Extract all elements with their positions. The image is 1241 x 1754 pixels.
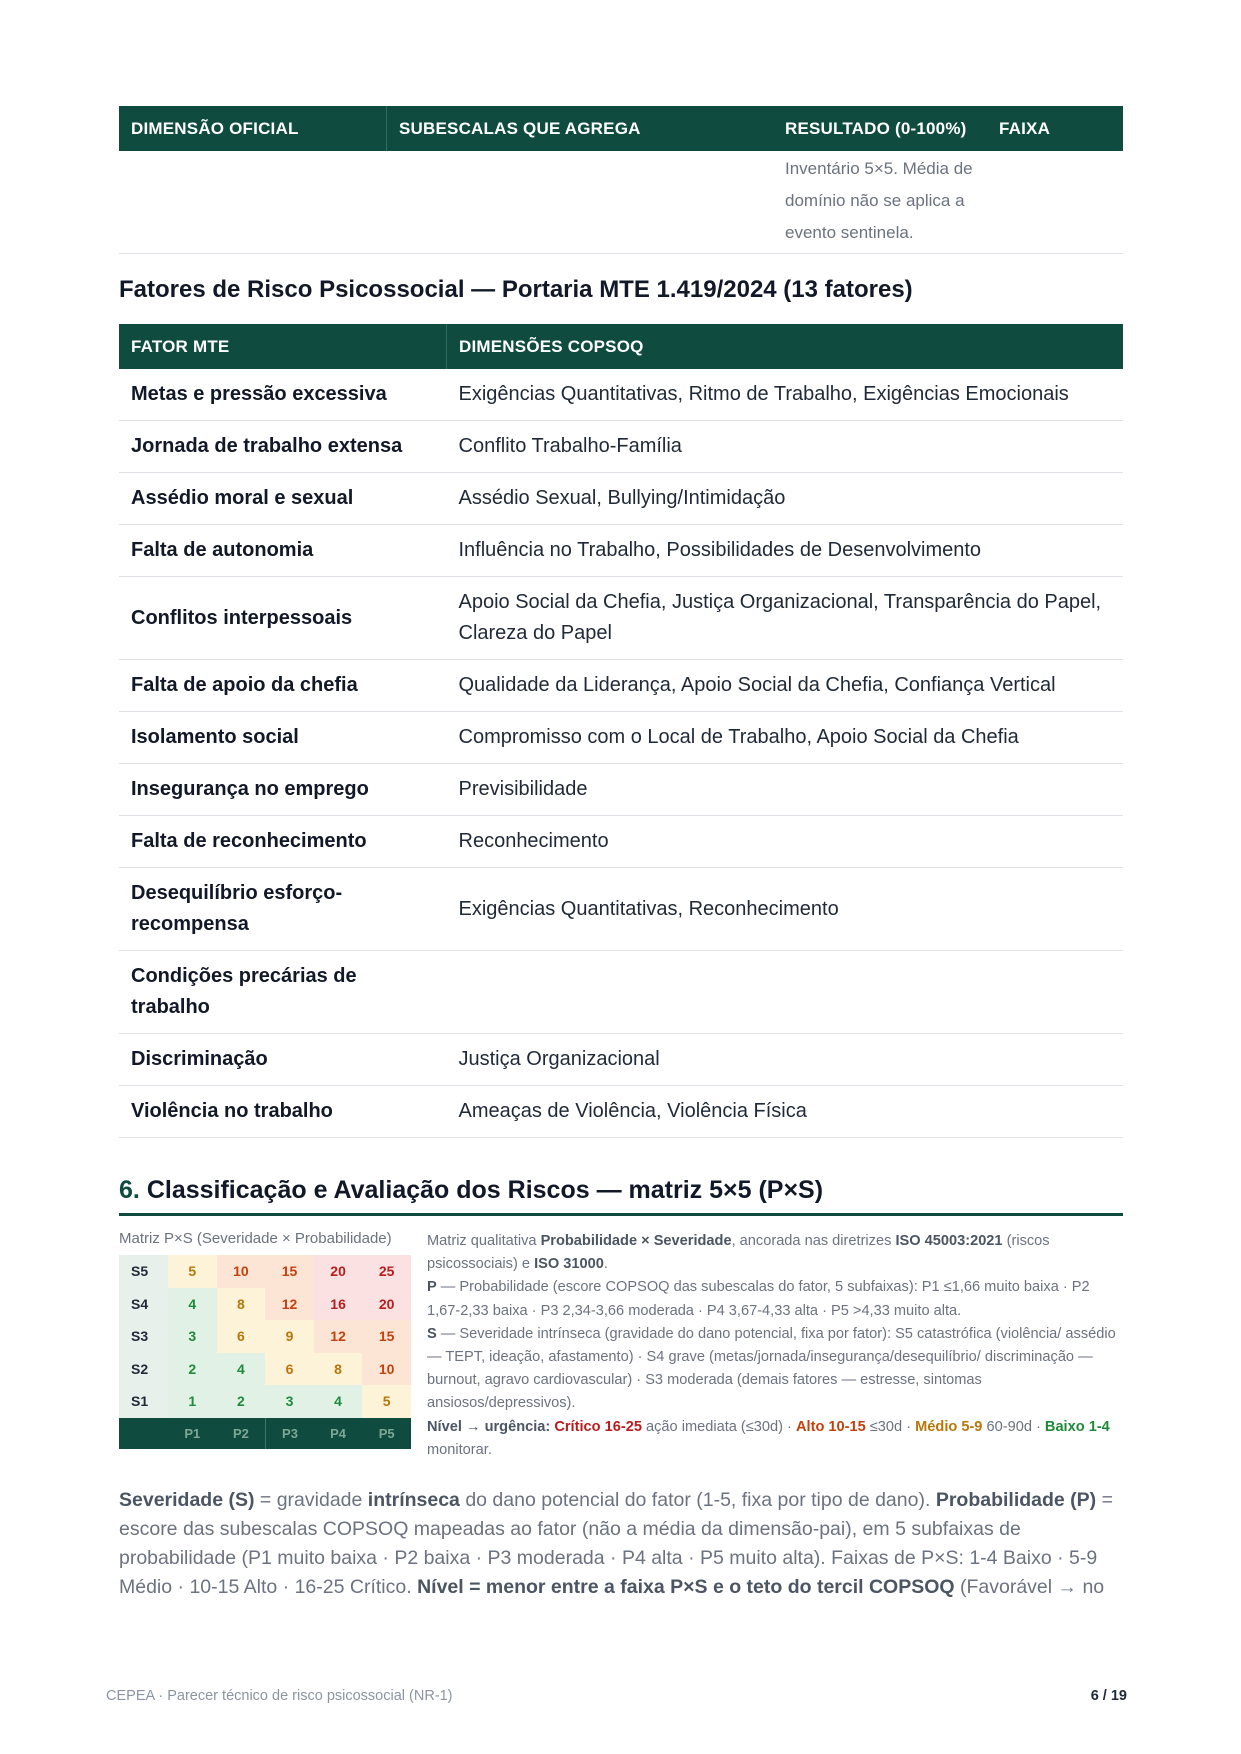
fator-cell: Violência no trabalho [119,1086,447,1138]
matrix-row [119,1353,411,1386]
table-row [119,369,1123,421]
fator-cell: Conflitos interpessoais [119,577,447,660]
table-row [119,764,1123,816]
risk-matrix-block [119,1230,1123,1462]
fator-cell: Falta de apoio da chefia [119,660,447,712]
dimensoes-cell: Exigências Quantitativas, Reconhecimento [447,868,1124,951]
cell-dimensao [119,151,387,254]
table-row [119,577,1123,660]
fator-cell: Condições precárias de trabalho [119,951,447,1034]
matrix-grid [119,1255,411,1449]
matrix-cell: 16 [314,1288,363,1321]
col-header-faixa: FAIXA [987,106,1123,151]
matrix-row [119,1385,411,1418]
dimensoes-cell: Compromisso com o Local de Trabalho, Apoio Social da Chefia [447,712,1124,764]
table-row [119,525,1123,577]
matrix-cell: 4 [168,1288,217,1321]
severity-label: S5 [119,1255,168,1288]
section-title: Classificação e Avaliação dos Riscos — matriz 5×5 (P×S) [146,1176,824,1204]
probability-label: P5 [378,1425,395,1441]
matrix-cell: 5 [168,1255,217,1288]
dimensoes-cell: Apoio Social da Chefia, Justiça Organizacional, Transparência do Papel, Clareza do Papel [447,577,1124,660]
col-header-fator: FATOR MTE [119,324,447,369]
matrix-cell: 9 [265,1320,314,1353]
cell-faixa [987,151,1123,254]
probability-label: P4 [330,1425,347,1441]
matrix-cell: 6 [265,1353,314,1386]
table-row [119,660,1123,712]
table-row [119,1086,1123,1138]
probability-label: P1 [184,1425,201,1441]
matrix-cell: 25 [362,1255,411,1288]
matrix-cell: 12 [314,1320,363,1353]
table-header-row [119,324,1123,369]
matrix-cell: 3 [265,1385,314,1418]
matrix-cell: 3 [168,1320,217,1353]
desc-probabilidade: P — Probabilidade (escore COPSOQ das subescalas do fator, 5 subfaixas): P1 ≤1,66 muito baixa · P2 1,67-2,33 baixa · P3 2,34-3,66 moderada · P4 3,67-4,33 alta · P5 >4,33 muito alta. [427,1279,1090,1319]
severity-label: S1 [119,1385,168,1418]
table-row [119,951,1123,1034]
matrix-row [119,1255,411,1288]
table-row [119,712,1123,764]
matrix-cell: 8 [314,1353,363,1386]
table-row [119,816,1123,868]
page-footer [106,1688,1127,1704]
dimensoes-cell: Reconhecimento [447,816,1124,868]
explanation-paragraph: Severidade (S) = gravidade intrínseca do dano potencial do fator (1-5, fixa por tipo de dano). Probabilidade (P) = escore das subescalas COPSOQ mapeadas ao fator (não a média da dimensão-pai), em 5 subfaixas de probabilidade (P1 muito baixa · P2 baixa · P3 moderada · P4 alta · P5 muito alta). Faixas de P×S: 1-4 Baixo · 5-9 Médio · 10-15 Alto · 16-25 Crítico. Nível = menor entre a faixa P×S e o teto do tercil COPSOQ (Favorável → no [119,1489,1113,1599]
desc-nivel: Nível → urgência: Crítico 16-25 ação imediata (≤30d) · Alto 10-15 ≤30d · Médio 5-9 60-90d · Baixo 1-4 monitorar. [427,1418,1110,1458]
table-row [119,1034,1123,1086]
matrix-cell: 20 [362,1288,411,1321]
section-6-heading [119,1176,1123,1216]
matrix-cell: 10 [217,1255,266,1288]
col-header-subescalas: SUBESCALAS QUE AGREGA [387,106,774,151]
fator-cell: Discriminação [119,1034,447,1086]
probability-label: P3 [265,1418,314,1449]
fator-cell: Isolamento social [119,712,447,764]
matrix-corner [119,1418,168,1449]
fator-cell: Jornada de trabalho extensa [119,421,447,473]
fator-cell: Insegurança no emprego [119,764,447,816]
risk-matrix [119,1230,411,1462]
fatores-heading: Fatores de Risco Psicossocial — Portaria MTE 1.419/2024 (13 fatores) [119,276,913,303]
matrix-row [119,1320,411,1353]
severity-label: S4 [119,1288,168,1321]
matrix-cell: 20 [314,1255,363,1288]
matrix-title: Matriz P×S (Severidade × Probabilidade) [119,1230,392,1247]
table-row [119,421,1123,473]
dimensions-table-continuation [119,106,1123,254]
col-header-dimensoes: DIMENSÕES COPSOQ [447,324,1124,369]
dimensoes-cell: Previsibilidade [447,764,1124,816]
probability-label: P2 [232,1425,249,1441]
matrix-cell: 12 [265,1288,314,1321]
dimensoes-cell: Exigências Quantitativas, Ritmo de Trabalho, Exigências Emocionais [447,369,1124,421]
desc-intro: Matriz qualitativa Probabilidade × Severidade, ancorada nas diretrizes ISO 45003:2021 (riscos psicossociais) e ISO 31000. [427,1233,1050,1273]
dimensoes-cell: Ameaças de Violência, Violência Física [447,1086,1124,1138]
fator-cell: Falta de reconhecimento [119,816,447,868]
desc-severidade: S — Severidade intrínseca (gravidade do dano potencial, fixa por fator): S5 catastrófica (violência/ assédio — TEPT, ideação, afastamento) · S4 grave (metas/jornada/insegurança/desequilíbrio/ discriminação — burnout, agravo cardiovascular) · S3 moderada (demais fatores — estresse, sintomas ansiosos/depressivos). [427,1325,1116,1412]
fatores-table [119,324,1123,1138]
footer-document-title: CEPEA · Parecer técnico de risco psicossocial (NR-1) [106,1688,453,1704]
dimensoes-cell: Conflito Trabalho-Família [447,421,1124,473]
matrix-row [119,1288,411,1321]
fator-cell: Falta de autonomia [119,525,447,577]
matrix-cell: 5 [362,1385,411,1418]
matrix-description [427,1230,1123,1462]
matrix-cell: 2 [168,1353,217,1386]
dimensoes-cell: Qualidade da Liderança, Apoio Social da Chefia, Confiança Vertical [447,660,1124,712]
matrix-cell: 6 [217,1320,266,1353]
severity-label: S2 [119,1353,168,1386]
table-row [119,151,1123,254]
page-number: 6 / 19 [1090,1688,1127,1704]
dimensoes-cell [447,951,1124,1034]
fator-cell: Desequilíbrio esforço-recompensa [119,868,447,951]
matrix-cell: 1 [168,1385,217,1418]
matrix-cell: 10 [362,1353,411,1386]
cell-subescalas [387,151,774,254]
probability-axis [119,1418,411,1449]
table-row [119,868,1123,951]
matrix-cell: 2 [217,1385,266,1418]
fatores-table-body [119,369,1123,1138]
dimensoes-cell: Assédio Sexual, Bullying/Intimidação [447,473,1124,525]
fator-cell: Assédio moral e sexual [119,473,447,525]
matrix-cell: 15 [265,1255,314,1288]
matrix-cell: 4 [217,1353,266,1386]
table-header-row [119,106,1123,151]
section-number: 6. [119,1176,140,1204]
fator-cell: Metas e pressão excessiva [119,369,447,421]
cell-resultado: Inventário 5×5. Média de domínio não se aplica a evento sentinela. [773,151,987,254]
table-row [119,473,1123,525]
dimensoes-cell: Influência no Trabalho, Possibilidades de Desenvolvimento [447,525,1124,577]
matrix-cell: 8 [217,1288,266,1321]
col-header-resultado: RESULTADO (0-100%) [773,106,987,151]
page-content [119,106,1123,1602]
matrix-cell: 4 [314,1385,363,1418]
matrix-cell: 15 [362,1320,411,1353]
col-header-dimensao: DIMENSÃO OFICIAL [119,106,387,151]
severity-label: S3 [119,1320,168,1353]
dimensoes-cell: Justiça Organizacional [447,1034,1124,1086]
